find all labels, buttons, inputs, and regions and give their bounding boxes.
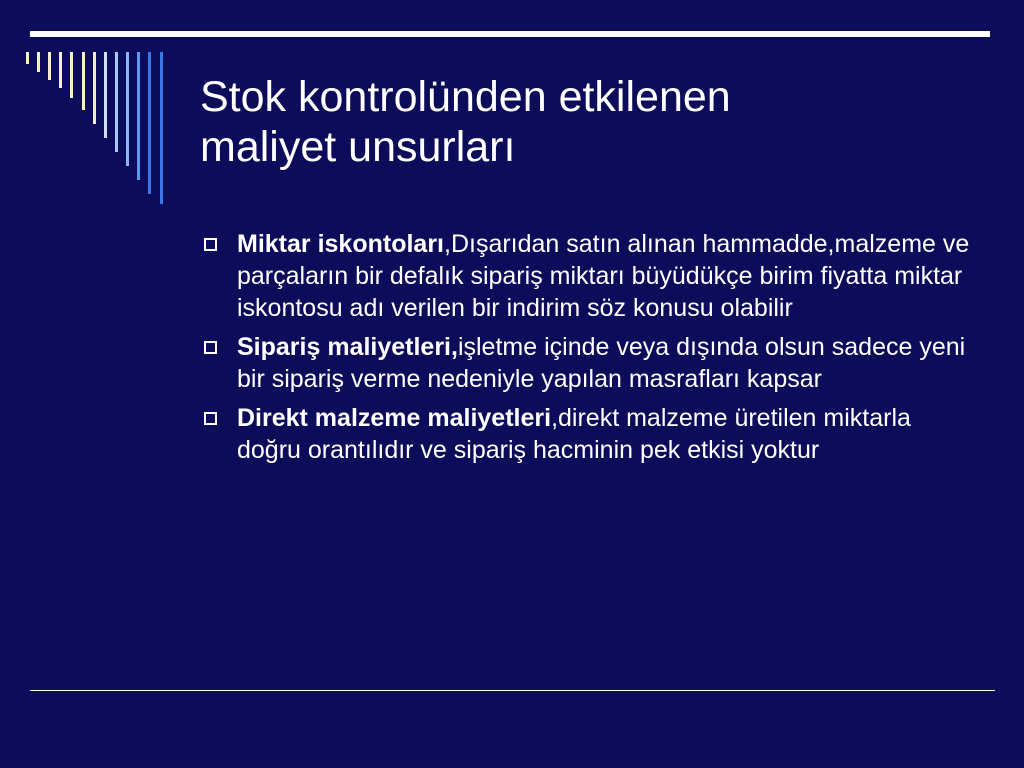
title-line-1: Stok kontrolünden etkilenen: [200, 73, 731, 121]
square-bullet-icon: [204, 238, 217, 251]
top-rule: [30, 31, 990, 37]
stripe: [160, 52, 163, 204]
stripe: [48, 52, 51, 80]
list-item: [200, 402, 970, 466]
stripe: [115, 52, 118, 152]
stripe: [59, 52, 62, 88]
list-item: [200, 331, 970, 395]
square-bullet-icon: [204, 341, 217, 354]
stripe: [70, 52, 73, 98]
stripe: [37, 52, 40, 72]
stripe: [126, 52, 129, 166]
stripe: [26, 52, 29, 64]
stripe: [104, 52, 107, 138]
bullet-term: Direkt malzeme maliyetleri: [237, 404, 552, 432]
bullet-list: [200, 228, 970, 473]
bottom-rule: [30, 690, 995, 691]
square-bullet-icon: [204, 412, 217, 425]
title-line-2: maliyet unsurları: [200, 123, 516, 171]
bullet-term: Miktar iskontoları: [237, 230, 444, 258]
decorative-stripes: [0, 0, 170, 210]
bullet-text: ,Dışarıdan satın alınan hammadde,malzeme ve parçaların bir defalık sipariş miktarı büyüdükçe birim fiyatta miktar iskontosu adı verilen bir indirim söz konusu olabilir: [237, 230, 970, 322]
list-item: [200, 228, 970, 324]
stripe: [82, 52, 85, 110]
stripe: [137, 52, 140, 180]
bullet-term: Sipariş maliyetleri,: [237, 333, 458, 361]
slide-title: [200, 72, 980, 172]
bullet-text: ,direkt malzeme üretilen miktarla doğru orantılıdır ve sipariş hacminin pek etkisi yoktur: [237, 404, 911, 464]
bullet-text: işletme içinde veya dışında olsun sadece yeni bir sipariş verme nedeniyle yapılan masrafları kapsar: [237, 333, 966, 393]
stripe: [93, 52, 96, 124]
stripe: [148, 52, 151, 194]
